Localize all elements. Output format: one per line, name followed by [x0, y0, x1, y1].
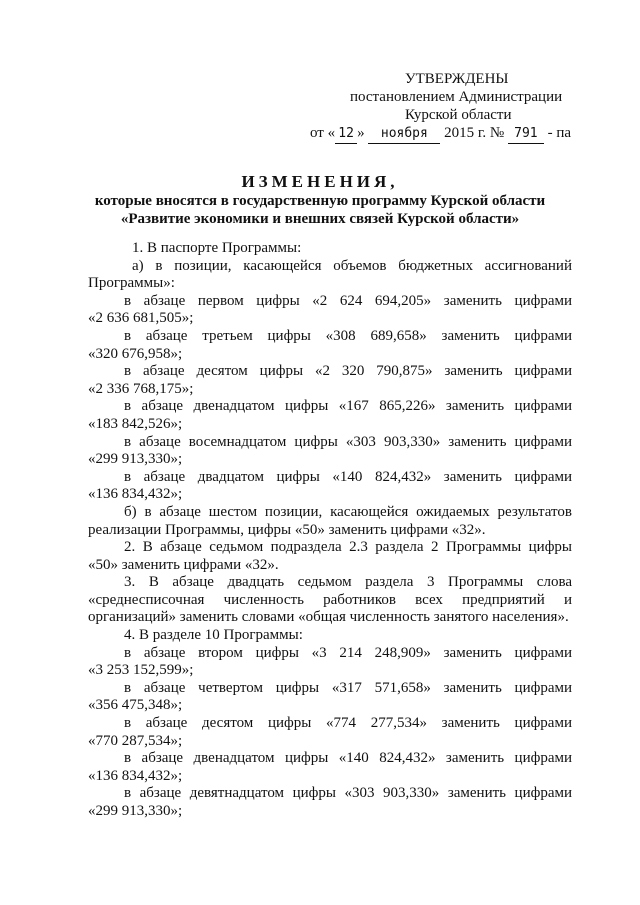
approval-day: 12 — [335, 125, 357, 144]
body-line: в абзаце двенадцатом цифры «140 824,432» заменить цифрами — [124, 750, 572, 767]
body-line: в абзаце первом цифры «2 624 694,205» заменить цифрами — [124, 292, 572, 309]
approval-date-line — [310, 124, 571, 144]
body-line: «136 834,432»; — [88, 767, 183, 784]
body-line: в абзаце девятнадцатом цифры «303 903,330» заменить цифрами — [124, 785, 572, 802]
body-line: в абзаце двенадцатом цифры «167 865,226» заменить цифрами — [124, 398, 572, 415]
body-line: в абзаце десятом цифры «2 320 790,875» заменить цифрами — [124, 363, 572, 380]
approval-line-3: Курской области — [405, 107, 512, 123]
body-line: в абзаце третьем цифры «308 689,658» заменить цифрами — [124, 327, 572, 344]
document-subtitle-2: «Развитие экономики и внешних связей Курской области» — [120, 211, 520, 227]
body-line: Программы»: — [88, 275, 175, 292]
approval-month: ноября — [368, 125, 440, 144]
body-line: «356 475,348»; — [88, 697, 183, 714]
body-line: организаций» заменить словами «общая численность занятого населения». — [88, 609, 569, 626]
body-line: «3 253 152,599»; — [88, 662, 194, 679]
body-line: «183 842,526»; — [88, 415, 183, 432]
approval-title: УТВЕРЖДЕНЫ — [405, 71, 509, 87]
body-line: «299 913,330»; — [88, 451, 183, 468]
body-line: «299 913,330»; — [88, 803, 183, 819]
body-line: 3. В абзаце двадцать седьмом раздела 3 Программы слова — [124, 574, 572, 591]
date-prefix: от « — [310, 125, 336, 141]
body-line: в абзаце четвертом цифры «317 571,658» заменить цифрами — [124, 679, 572, 696]
document-body — [88, 240, 572, 821]
body-line: «50» заменить цифрами «32». — [88, 556, 279, 573]
body-line: «136 834,432»; — [88, 486, 183, 503]
document-title: ИЗМЕНЕНИЯ, — [241, 172, 399, 191]
body-line: в абзаце двадцатом цифры «140 824,432» заменить цифрами — [124, 468, 572, 485]
date-mid: » — [357, 125, 365, 141]
body-line: 4. В разделе 10 Программы: — [124, 627, 303, 644]
body-line: в абзаце восемнадцатом цифры «303 903,330» заменить цифрами — [124, 433, 572, 450]
approval-number: 791 — [508, 125, 544, 144]
body-line: «2 636 681,505»; — [88, 310, 194, 327]
body-line: «2 336 768,175»; — [88, 380, 194, 397]
body-line: «770 287,534»; — [88, 732, 183, 749]
body-line: а) в позиции, касающейся объемов бюджетных ассигнований — [132, 257, 572, 274]
body-line: 1. В паспорте Программы: — [132, 240, 302, 256]
body-line: в абзаце втором цифры «3 214 248,909» заменить цифрами — [124, 644, 572, 661]
body-line: реализации Программы, цифры «50» заменить цифрами «32». — [88, 521, 486, 538]
document-subtitle-1: которые вносятся в государственную программу Курской области — [94, 193, 546, 209]
body-line: «320 676,958»; — [88, 345, 183, 362]
body-line: б) в абзаце шестом позиции, касающейся ожидаемых результатов — [124, 503, 572, 520]
body-line: «среднесписочная численность работников всех предприятий и — [88, 591, 572, 608]
approval-line-2: постановлением Администрации — [350, 89, 563, 105]
approval-suffix: - па — [547, 125, 572, 141]
body-line: в абзаце десятом цифры «774 277,534» заменить цифрами — [124, 715, 572, 732]
approval-year: 2015 г. № — [444, 125, 505, 141]
body-line: 2. В абзаце седьмом подраздела 2.3 раздела 2 Программы цифры — [124, 539, 572, 556]
